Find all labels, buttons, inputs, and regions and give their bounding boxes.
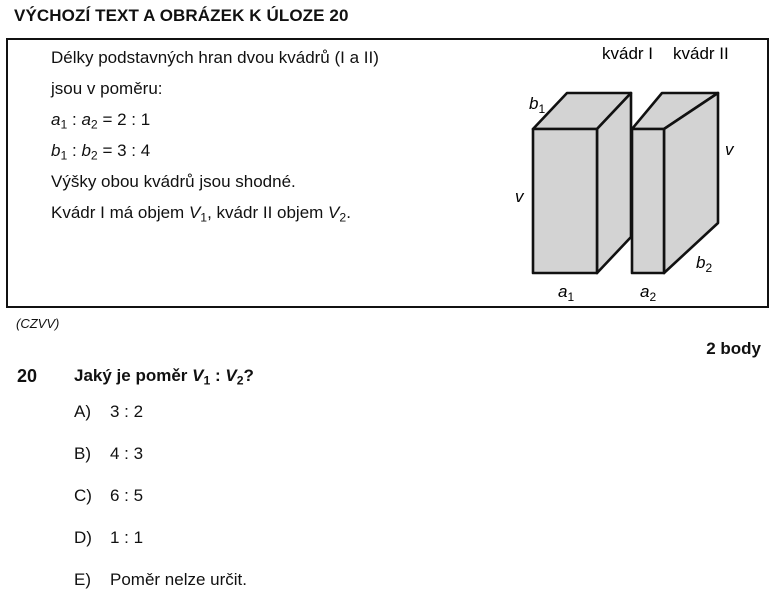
cuboid-diagram bbox=[490, 40, 765, 308]
points-label: 2 body bbox=[706, 339, 761, 358]
label-v-right: v bbox=[725, 140, 734, 159]
option-b[interactable]: B) 4 : 3 bbox=[74, 444, 144, 463]
question-text: Jaký je poměr $V_1$ : $V_2$? bbox=[74, 366, 254, 388]
cuboid-1 bbox=[533, 93, 631, 273]
cuboid-2 bbox=[632, 93, 718, 273]
option-c[interactable]: C) 6 : 5 bbox=[74, 486, 144, 505]
volume-line: Kvádr I má objem $V_1$, kvádr II objem $V_2$. bbox=[51, 203, 351, 225]
intro-line-5: Výšky obou kvádrů jsou shodné. bbox=[51, 172, 296, 191]
label-a1: $a_1$ bbox=[558, 282, 575, 304]
label-a2: $a_2$ bbox=[640, 282, 657, 304]
intro-line-1: Délky podstavných hran dvou kvádrů (I a II) bbox=[51, 48, 379, 67]
section-heading: VÝCHOZÍ TEXT A OBRÁZEK K ÚLOZE 20 bbox=[14, 6, 349, 25]
label-cuboid-2: kvádr II bbox=[673, 44, 729, 63]
option-e[interactable]: E) Poměr nelze určit. bbox=[74, 570, 247, 589]
option-a[interactable]: A) 3 : 2 bbox=[74, 402, 144, 421]
question-number: 20 bbox=[17, 366, 38, 386]
label-v-left: v bbox=[515, 187, 524, 206]
label-cuboid-1: kvádr I bbox=[602, 44, 654, 63]
intro-line-2: jsou v poměru: bbox=[51, 79, 163, 98]
ratio-b: $b_1$ : $b_2 = 3$ : 4 bbox=[51, 141, 151, 163]
label-b1: $b_1$ bbox=[529, 94, 546, 116]
option-d[interactable]: D) 1 : 1 bbox=[74, 528, 144, 547]
intro-text bbox=[51, 42, 379, 228]
source-label: (CZVV) bbox=[16, 316, 60, 331]
ratio-a: $a_1$ : $a_2 = 2$ : 1 bbox=[51, 110, 151, 132]
label-b2: $b_2$ bbox=[696, 253, 713, 275]
